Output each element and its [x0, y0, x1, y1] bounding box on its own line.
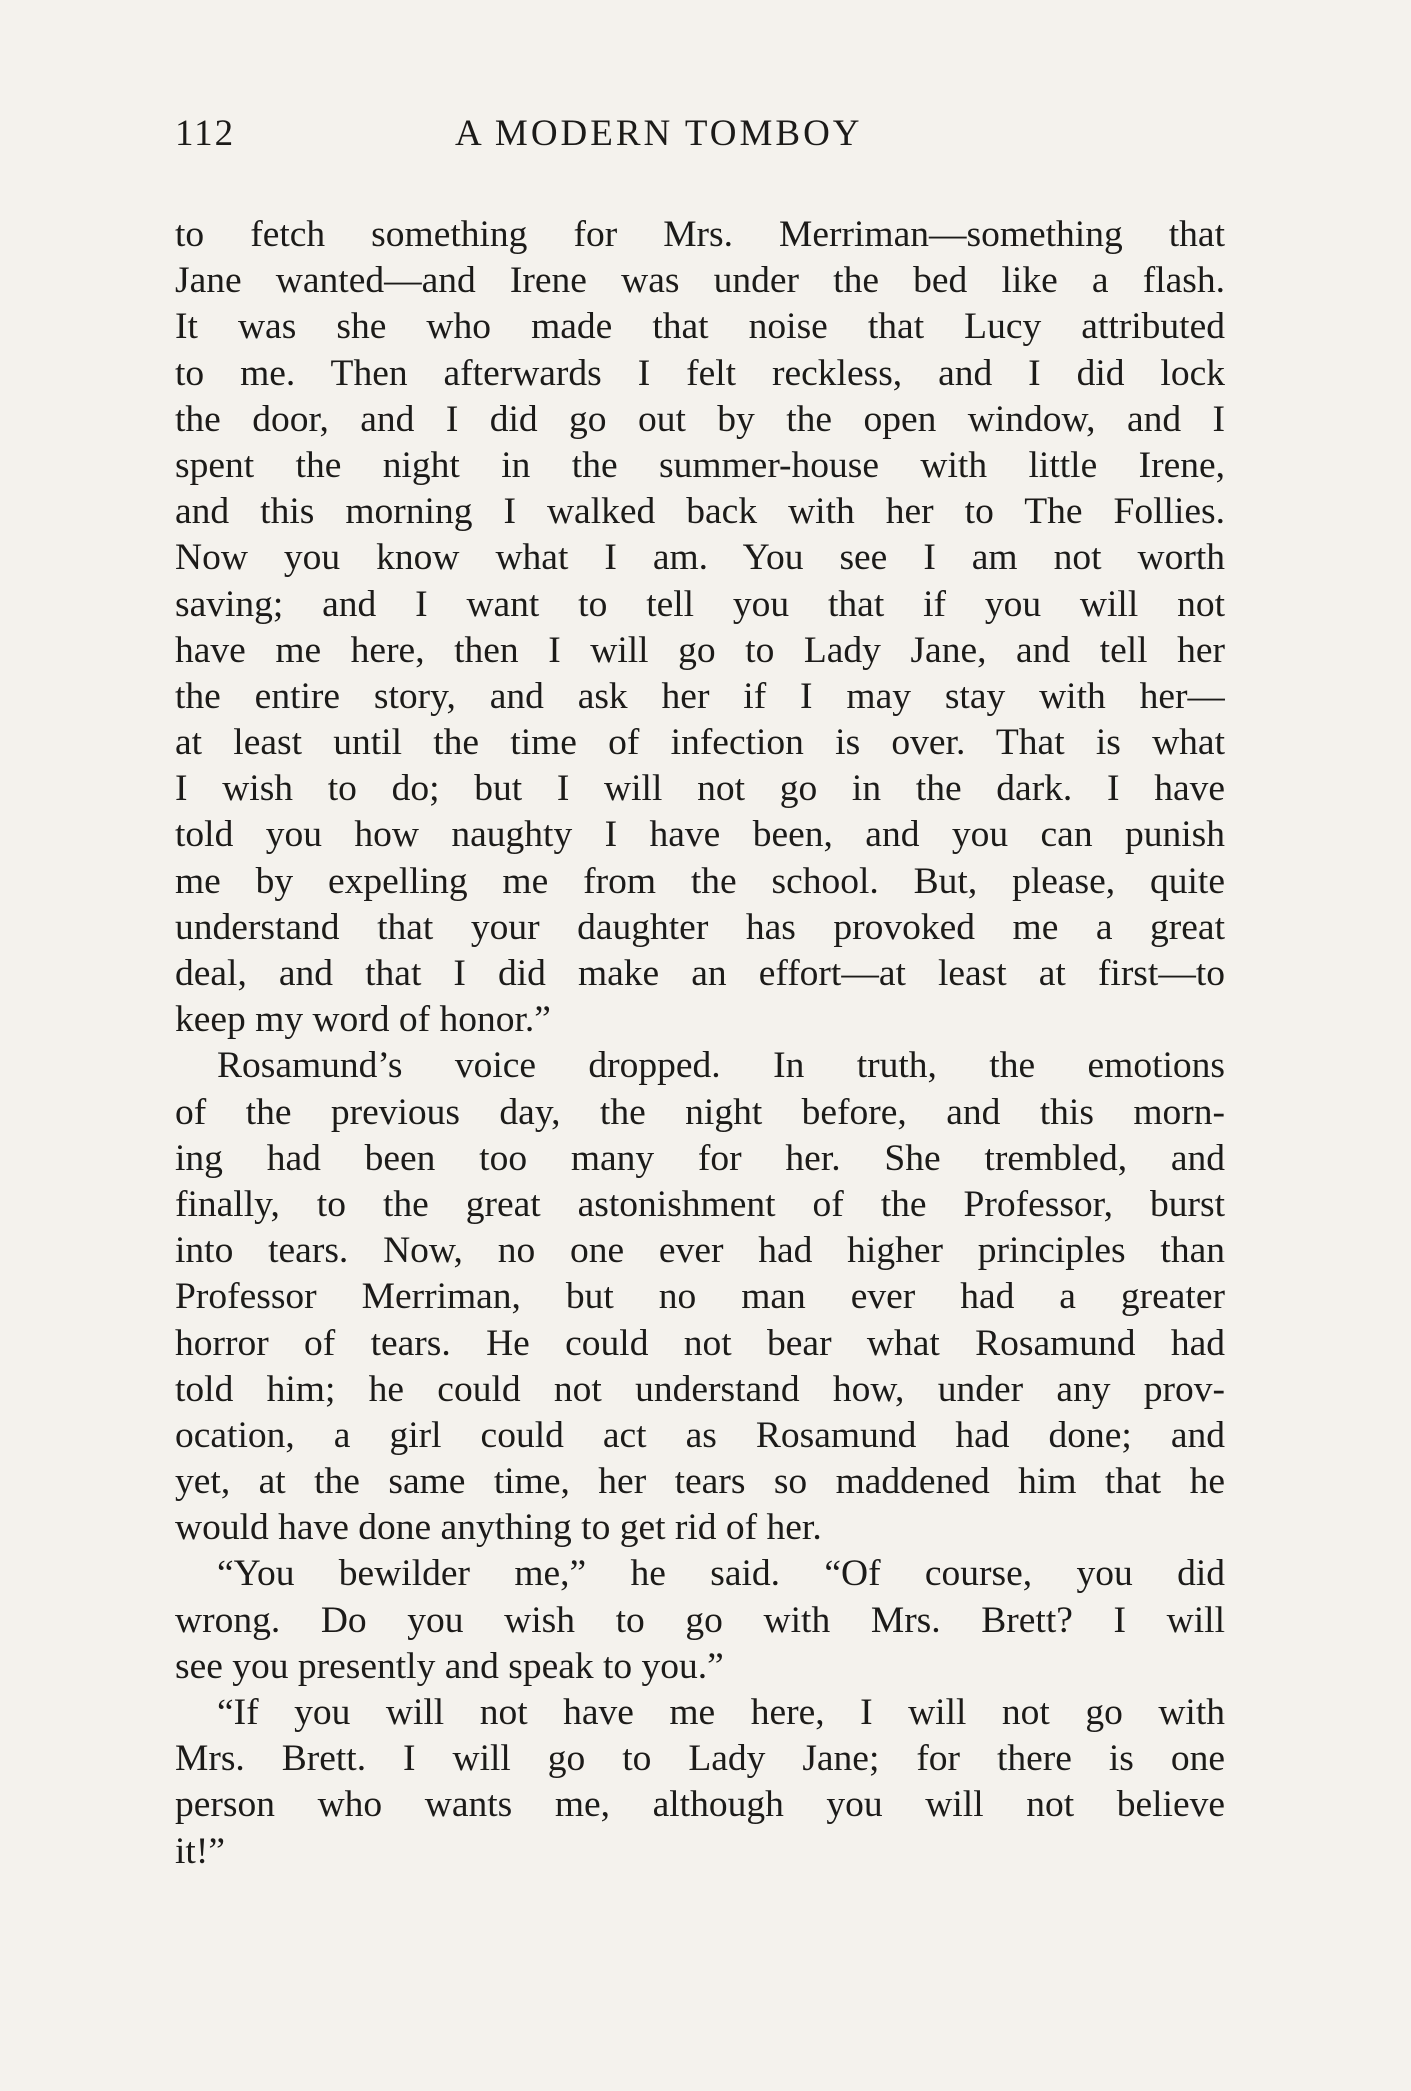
text-line: “You bewilder me,” he said. “Of course, you did	[217, 1553, 1225, 1595]
text-line: It was she who made that noise that Lucy attributed	[175, 306, 1225, 348]
text-line: ocation, a girl could act as Rosamund had done; and	[175, 1414, 1225, 1456]
text-line: Now you know what I am. You see I am not worth	[175, 537, 1225, 579]
page-number: 112	[175, 113, 236, 154]
running-head	[175, 112, 1225, 162]
text-line: Mrs. Brett. I will go to Lady Jane; for there is one	[175, 1738, 1225, 1780]
text-line: it!”	[175, 1830, 225, 1872]
text-line: and this morning I walked back with her to The Follies.	[175, 491, 1225, 533]
text-line: deal, and that I did make an effort—at least at first—to	[175, 953, 1225, 994]
text-line: saving; and I want to tell you that if you will not	[175, 583, 1225, 625]
text-line: at least until the time of infection is over. That is what	[175, 722, 1225, 764]
text-line: finally, to the great astonishment of the Professor, burst	[175, 1183, 1225, 1225]
text-line: keep my word of honor.”	[175, 999, 551, 1041]
text-line: horror of tears. He could not bear what Rosamund had	[175, 1322, 1225, 1364]
text-line: told him; he could not understand how, under any prov-	[175, 1368, 1225, 1410]
text-line: yet, at the same time, her tears so maddened him that he	[175, 1461, 1225, 1503]
text-line: spent the night in the summer-house with little Irene,	[175, 444, 1225, 486]
text-line: person who wants me, although you will not believe	[175, 1784, 1225, 1826]
text-line: would have done anything to get rid of her.	[175, 1507, 822, 1549]
text-line: understand that your daughter has provoked me a great	[175, 906, 1225, 948]
text-line: into tears. Now, no one ever had higher principles than	[175, 1230, 1225, 1272]
text-line: Jane wanted—and Irene was under the bed like a flash.	[175, 260, 1225, 302]
text-line: ing had been too many for her. She trembled, and	[175, 1137, 1225, 1179]
text-line: I wish to do; but I will not go in the dark. I have	[175, 768, 1225, 810]
text-line: see you presently and speak to you.”	[175, 1645, 724, 1687]
text-line: Professor Merriman, but no man ever had a greater	[175, 1276, 1225, 1318]
text-line: the door, and I did go out by the open window, and I	[175, 398, 1225, 440]
text-line: told you how naughty I have been, and you can punish	[175, 814, 1225, 856]
body-text	[175, 212, 1225, 1875]
text-line: Rosamund’s voice dropped. In truth, the emotions	[217, 1045, 1225, 1087]
text-line: “If you will not have me here, I will not go with	[217, 1692, 1225, 1733]
text-line: of the previous day, the night before, and this morn-	[175, 1091, 1225, 1133]
text-line: have me here, then I will go to Lady Jane, and tell her	[175, 629, 1225, 671]
text-line: me by expelling me from the school. But, please, quite	[175, 860, 1225, 902]
book-title: A MODERN TOMBOY	[455, 113, 863, 154]
text-line: the entire story, and ask her if I may stay with her—	[175, 675, 1225, 717]
text-line: to fetch something for Mrs. Merriman—something that	[175, 214, 1225, 255]
text-line: wrong. Do you wish to go with Mrs. Brett? I will	[175, 1599, 1225, 1641]
text-line: to me. Then afterwards I felt reckless, and I did lock	[175, 352, 1225, 394]
